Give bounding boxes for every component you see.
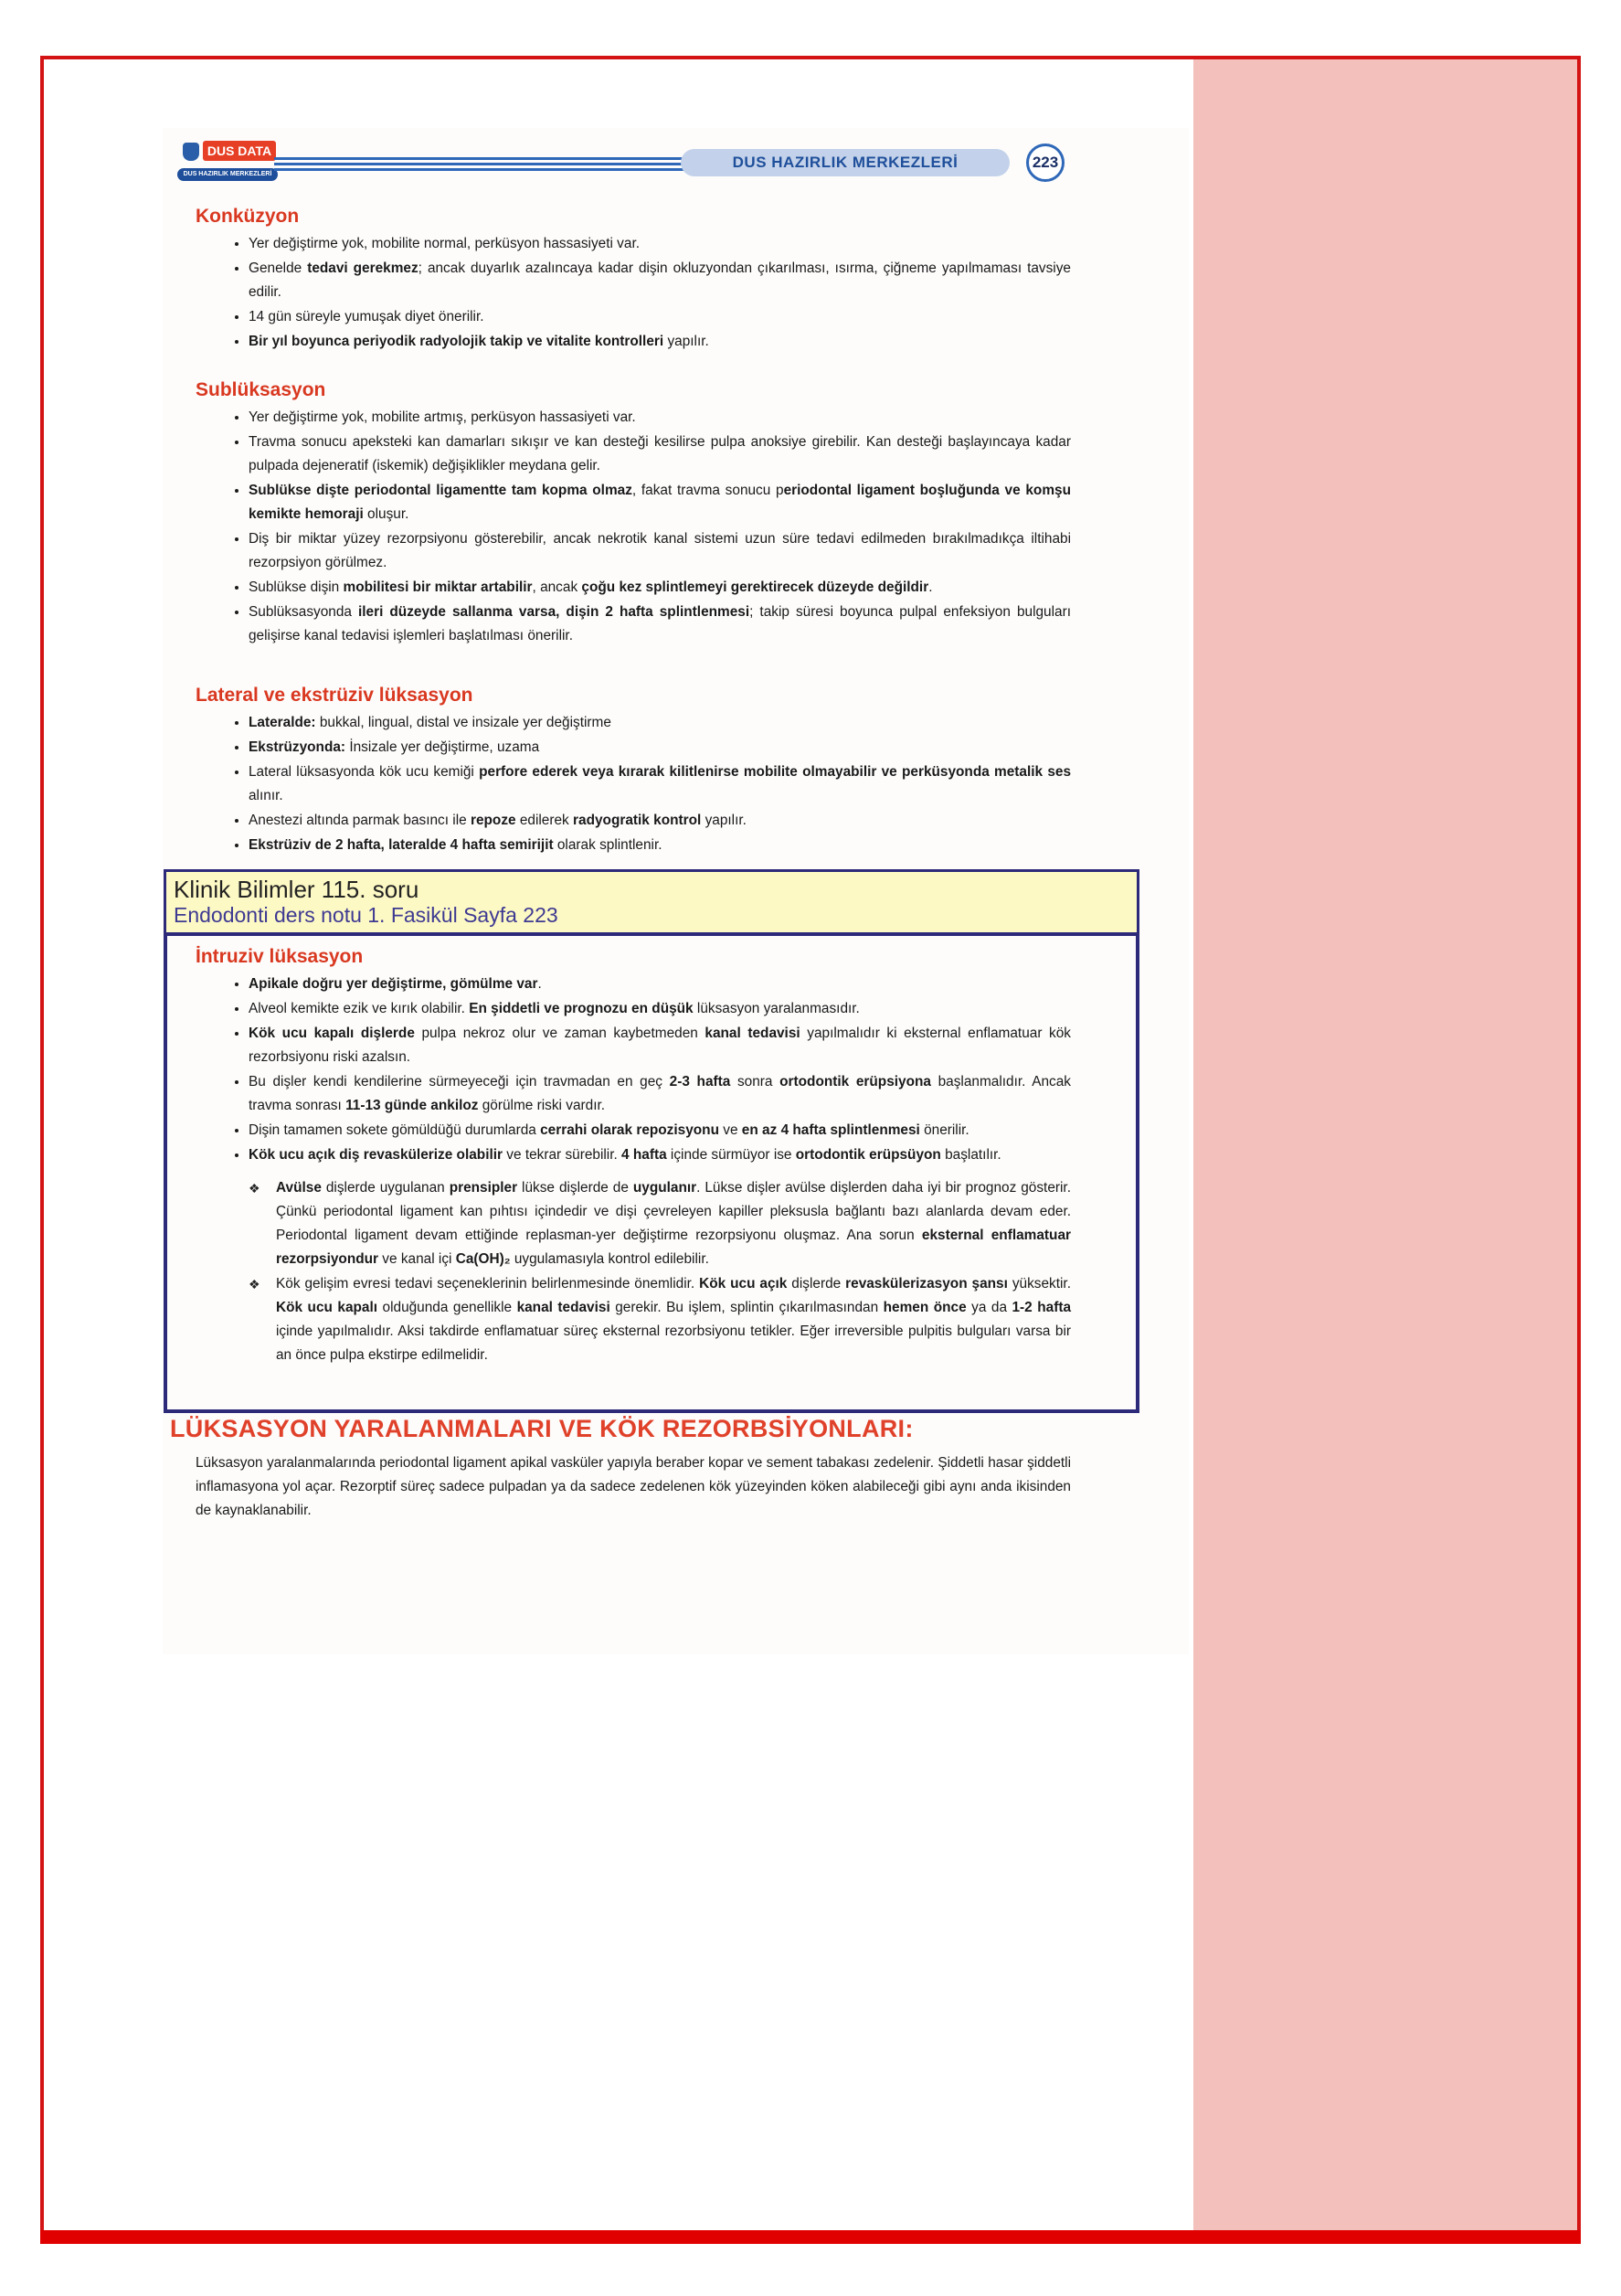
- list-item: • Dişin tamamen sokete gömüldüğü durumlarda cerrahi olarak repozisyonu ve en az 4 hafta splintlenmesi önerilir.: [249, 1119, 1071, 1143]
- sub-list-item: ❖ Avülse dişlerde uygulanan prensipler lükse dişlerde de uygulanır. Lükse dişler avülse dişlerden daha iyi bir prognoz gösterir. Çünkü periodontal ligament kan pıhtısı içindedir ve dişi çevreleyen kapiller pleksusla bağlantı bazı alanlarda devam eder. Periodontal ligament devam ettiğinde replasman-yer değiştirme rezorpsiyonu oluşmaz. Ana sorun eksternal enflamatuar rezorpsiyondur ve kanal içi Ca(OH)₂ uygulamasıyla kontrol edilebilir.: [276, 1176, 1071, 1271]
- bullet-list: [196, 711, 1071, 857]
- list-item: • Apikale doğru yer değiştirme, gömülme var.: [249, 973, 1071, 996]
- logo-brand-text: DUS DATA: [203, 141, 276, 161]
- note-line-1: Klinik Bilimler 115. soru: [174, 876, 419, 903]
- list-item: • Travma sonucu apeksteki kan damarları sıkışır ve kan desteği kesilirse pulpa anoksiye girebilir. Kan desteği başlayıncaya kadar pulpada dejeneratif (iskemik) değişiklikler meydana gelir.: [249, 430, 1071, 478]
- list-item: • Yer değiştirme yok, mobilite normal, perküsyon hassasiyeti var.: [249, 232, 1071, 256]
- note-line-2: Endodonti ders notu 1. Fasikül Sayfa 223: [174, 903, 558, 927]
- bullet-list: [196, 232, 1071, 354]
- page-number: 223: [1026, 144, 1065, 182]
- logo-sub-text: DUS HAZIRLIK MERKEZLERİ: [177, 168, 278, 181]
- section-title: Konküzyon: [196, 206, 300, 227]
- list-item: • 14 gün süreyle yumuşak diyet önerilir.: [249, 305, 1071, 329]
- list-item: • Sublüksasyonda ileri düzeyde sallanma varsa, dişin 2 hafta splintlenmesi; takip süresi boyunca pulpal enfeksiyon bulguları gelişirse kanal tedavisi işlemleri başlatılması önerilir.: [249, 601, 1071, 648]
- list-item: • Genelde tedavi gerekmez; ancak duyarlık azalıncaya kadar dişin okluzyondan çıkarılması, ısırma, çiğneme yapılmaması tavsiye edilir.: [249, 257, 1071, 304]
- list-item: • Lateral lüksasyonda kök ucu kemiği perfore ederek veya kırarak kilitlenirse mobilite olmayabilir ve perküsyonda metalik ses alınır.: [249, 760, 1071, 808]
- list-item: • Sublükse dişte periodontal ligamentte tam kopma olmaz, fakat travma sonucu periodontal ligament boşluğunda ve komşu kemikte hemoraji oluşur.: [249, 479, 1071, 526]
- list-item: • Ekstrüzyonda: İnsizale yer değiştirme, uzama: [249, 736, 1071, 760]
- list-item: • Kök ucu kapalı dişlerde pulpa nekroz olur ve zaman kaybetmeden kanal tedavisi yapılmalıdır ki eksternal enflamatuar kök rezorbsiyonu riski azalsın.: [249, 1022, 1071, 1069]
- bottom-border-bar: [40, 2230, 1581, 2244]
- section-title: Sublüksasyon: [196, 379, 326, 400]
- header-banner: DUS HAZIRLIK MERKEZLERİ: [681, 149, 1010, 176]
- highlight-outline: [164, 932, 1139, 1413]
- luksasyon-paragraph: Lüksasyon yaralanmalarında periodontal ligament apikal vasküler yapıyla beraber kopar ve sement tabakası zedelenir. Şiddetli hasar şiddetli inflamasyona yol açar. Rezorptif süreç sadece pulpadan ya da sadece zedelenen kök yüzeyinden köken alabileceği gibi aynı anda ikisinden de kaynaklanabilir.: [196, 1455, 1071, 1518]
- annotation-note: [164, 869, 1139, 935]
- list-item: • Kök ucu açık diş revaskülerize olabilir ve tekrar sürebilir. 4 hafta içinde sürmüyor ise ortodontik erüpsüyon başlatılır.: [249, 1143, 1071, 1167]
- list-item: • Yer değiştirme yok, mobilite artmış, perküsyon hassasiyeti var.: [249, 406, 1071, 430]
- section-lateral: [196, 682, 1071, 866]
- list-item: • Diş bir miktar yüzey rezorpsiyonu gösterebilir, ancak nekrotik kanal sistemi uzun süre tedavi edilmeden bırakılmadıkça iltihabi rezorpsiyon görülmez.: [249, 527, 1071, 575]
- diamond-bullet-icon: ❖: [249, 1277, 260, 1292]
- list-item: • Alveol kemikte ezik ve kırık olabilir. En şiddetli ve prognozu en düşük lüksasyon yaralanmasıdır.: [249, 997, 1071, 1021]
- list-item: • Bu dişler kendi kendilerine sürmeyeceği için travmadan en geç 2-3 hafta sonra ortodontik erüpsiyona başlanmalıdır. Ancak travma sonrası 11-13 günde ankiloz görülme riski vardır.: [249, 1070, 1071, 1118]
- section-konkuzyon: [196, 203, 1071, 363]
- tooth-icon: [183, 143, 199, 161]
- section-subluksasyon: [196, 377, 1071, 657]
- side-margin-panel: [1193, 59, 1577, 2235]
- diamond-bullet-icon: ❖: [249, 1181, 260, 1196]
- list-item: • Lateralde: bukkal, lingual, distal ve insizale yer değiştirme: [249, 711, 1071, 735]
- section-title: Lateral ve ekstrüziv lüksasyon: [196, 685, 473, 706]
- list-item: • Ekstrüziv de 2 hafta, lateralde 4 hafta semirijit olarak splintlenir.: [249, 834, 1071, 857]
- dusdata-logo: [174, 141, 281, 188]
- list-item: • Sublükse dişin mobilitesi bir miktar artabilir, ancak çoğu kez splintlemeyi gerektirecek düzeyde değildir.: [249, 576, 1071, 600]
- list-item: • Anestezi altında parmak basıncı ile repoze edilerek radyogratik kontrol yapılır.: [249, 809, 1071, 833]
- sub-list-item: ❖ Kök gelişim evresi tedavi seçeneklerinin belirlenmesinde önemlidir. Kök ucu açık dişlerde revaskülerizasyon şansı yüksektir. Kök ucu kapalı olduğunda genellikle kanal tedavisi gerekir. Bu işlem, splintin çıkarılmasından hemen önce ya da 1-2 hafta içinde yapılmalıdır. Aksi takdirde enflamatuar süreç eksternal rezorbsiyonu tetikler. Eğer irreversible pulpitis bulguları varsa bir an önce pulpa ekstirpe edilmelidir.: [276, 1272, 1071, 1367]
- bullet-list: [196, 406, 1071, 648]
- luksasyon-heading: LÜKSASYON YARALANMALARI VE KÖK REZORBSİYONLARI:: [170, 1415, 914, 1442]
- section-title: İntruziv lüksasyon: [196, 946, 364, 967]
- list-item: • Bir yıl boyunca periyodik radyolojik takip ve vitalite kontrolleri yapılır.: [249, 330, 1071, 354]
